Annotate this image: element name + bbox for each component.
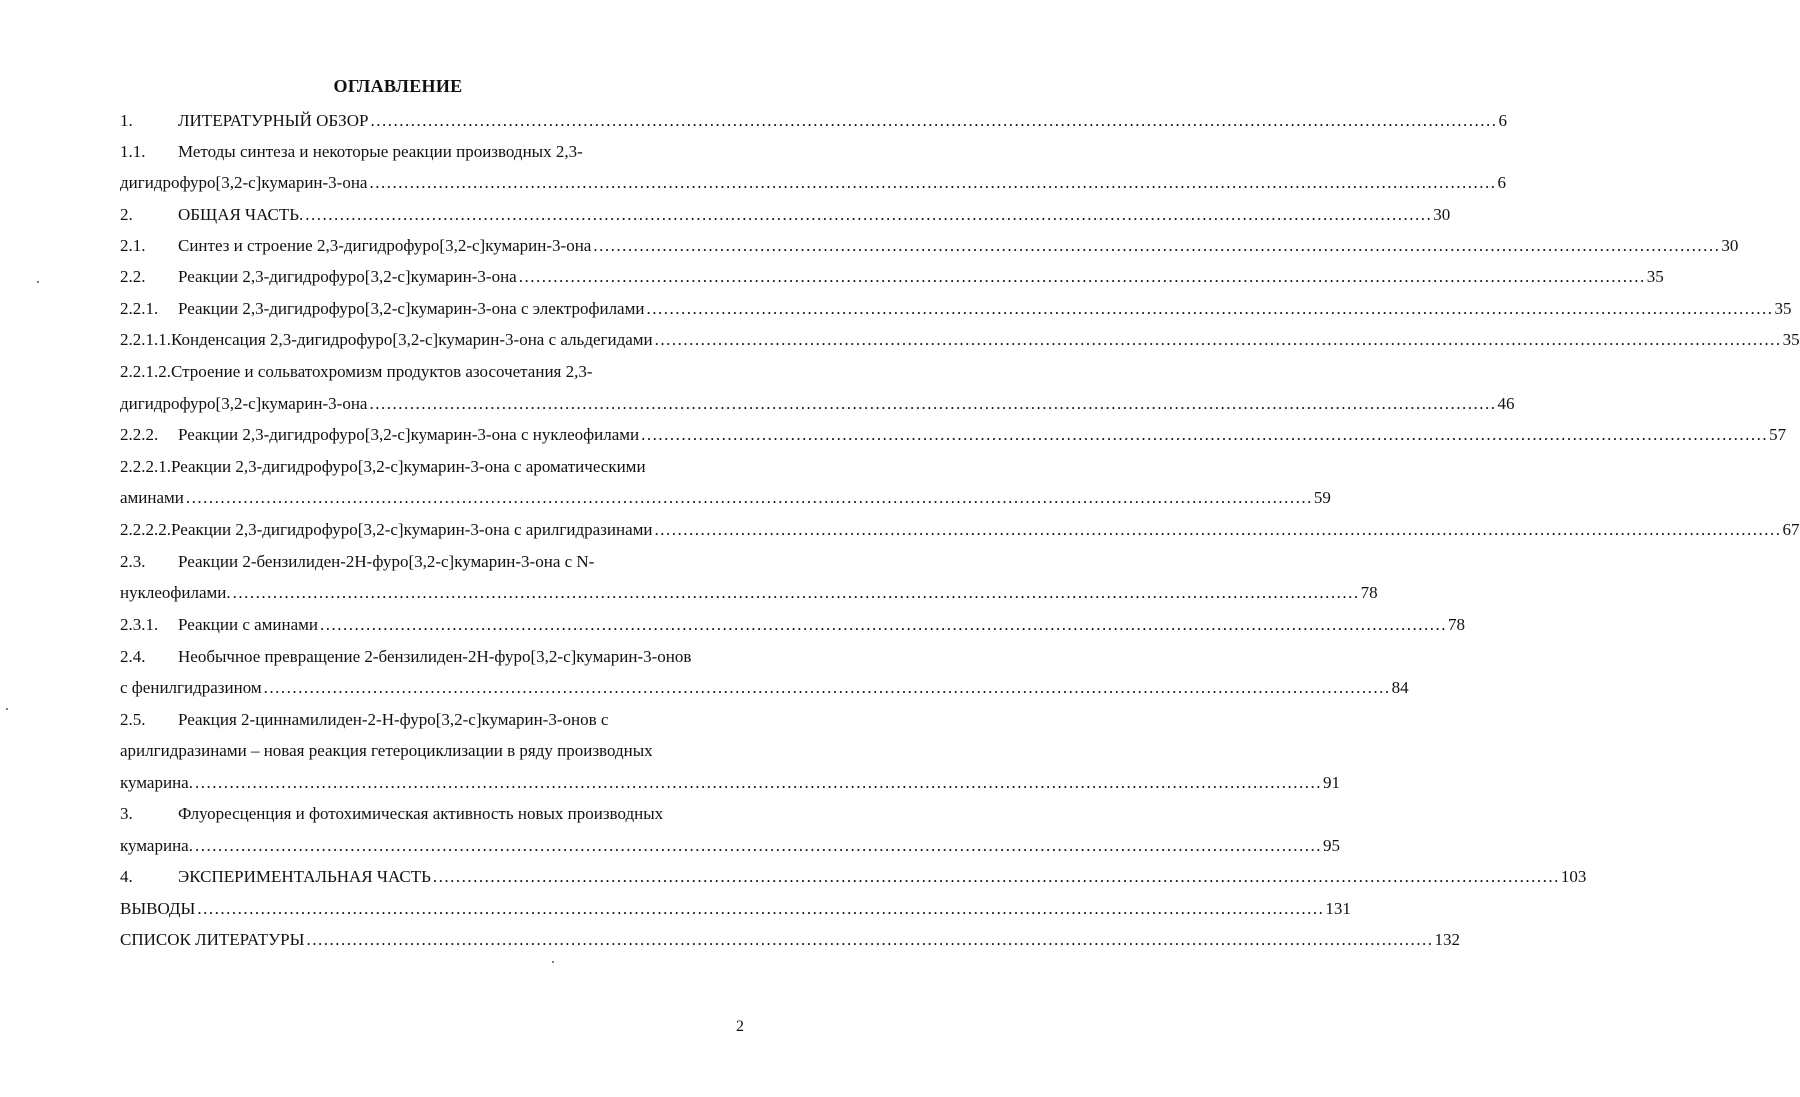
toc-text: ВЫВОДЫ bbox=[120, 899, 196, 918]
toc-page: 6 bbox=[1498, 111, 1507, 130]
toc-text: Методы синтеза и некоторые реакции производных 2,3- bbox=[178, 142, 583, 161]
toc-text: Синтез и строение 2,3-дигидрофуро[3,2-с]кумарин-3-она bbox=[178, 236, 592, 255]
dot-leader bbox=[433, 865, 1560, 889]
toc-text: дигидрофуро[3,2-с]кумарин-3-она bbox=[120, 173, 368, 192]
toc-text: Реакции 2,3-дигидрофуро[3,2-с]кумарин-3-она с ароматическими bbox=[171, 457, 646, 476]
toc-number: 2.2.2.1. bbox=[120, 457, 171, 476]
dot-leader bbox=[641, 423, 1768, 447]
toc-entry-continuation[interactable] bbox=[120, 739, 747, 763]
toc-entry[interactable] bbox=[120, 897, 1351, 921]
dot-leader bbox=[195, 834, 1322, 858]
dot-leader bbox=[233, 581, 1360, 605]
toc-number: 1.1. bbox=[120, 142, 146, 161]
toc-text: Реакции 2-бензилиден-2Н-фуро[3,2-с]кумарин-3-она с N- bbox=[178, 552, 595, 571]
toc-entry[interactable] bbox=[120, 265, 1664, 289]
toc-page: 78 bbox=[1448, 615, 1466, 634]
toc-page: 91 bbox=[1322, 773, 1340, 792]
dot-leader bbox=[195, 771, 1322, 795]
toc-text: Реакции с аминами bbox=[178, 615, 319, 634]
toc-text: ЛИТЕРАТУРНЫЙ ОБЗОР bbox=[178, 111, 369, 130]
toc-entry[interactable] bbox=[120, 928, 1460, 952]
dot-leader bbox=[306, 928, 1433, 952]
page-number: 2 bbox=[736, 1018, 744, 1035]
toc-page: 46 bbox=[1497, 394, 1515, 413]
toc-text: Конденсация 2,3-дигидрофуро[3,2-с]кумарин-3-она с альдегидами bbox=[171, 330, 653, 349]
toc-text: арилгидразинами – новая реакция гетероциклизации в ряду производных bbox=[120, 741, 653, 760]
toc-page: 35 bbox=[1646, 267, 1664, 286]
toc-page: 131 bbox=[1325, 899, 1351, 918]
toc-text: ЭКСПЕРИМЕНТАЛЬНАЯ ЧАСТЬ bbox=[178, 867, 431, 886]
toc-text: Флуоресценция и фотохимическая активность новых производных bbox=[178, 804, 664, 823]
toc-number: 2.2.1.2. bbox=[120, 362, 171, 381]
toc-number: 1. bbox=[120, 111, 133, 130]
toc-text: дигидрофуро[3,2-с]кумарин-3-она bbox=[120, 394, 368, 413]
toc-text: Реакции 2,3-дигидрофуро[3,2-с]кумарин-3-она bbox=[178, 267, 517, 286]
toc-entry[interactable] bbox=[120, 297, 1792, 321]
toc-page: 78 bbox=[1360, 583, 1378, 602]
toc-number: 2.2.2. bbox=[120, 425, 159, 444]
toc-number: 2. bbox=[120, 205, 133, 224]
toc-number: 4. bbox=[120, 867, 133, 886]
dot-leader bbox=[654, 518, 1781, 542]
toc-number: 2.2.1.1. bbox=[120, 330, 171, 349]
toc-entry-continuation[interactable] bbox=[120, 834, 1340, 858]
toc-text: Необычное превращение 2-бензилиден-2Н-фуро[3,2-с]кумарин-3-онов bbox=[178, 647, 692, 666]
toc-entry[interactable] bbox=[120, 109, 1507, 133]
toc-page: 84 bbox=[1391, 678, 1409, 697]
toc-text: кумарина. bbox=[120, 836, 193, 855]
toc-number: 2.5. bbox=[120, 710, 146, 729]
dot-leader bbox=[186, 486, 1313, 510]
scan-speck bbox=[552, 961, 554, 963]
dot-leader bbox=[264, 676, 1391, 700]
toc-entry[interactable] bbox=[120, 645, 747, 669]
toc-text: кумарина. bbox=[120, 773, 193, 792]
dot-leader bbox=[593, 234, 1720, 258]
toc-number: 2.3. bbox=[120, 552, 146, 571]
toc-entry[interactable] bbox=[120, 518, 1800, 542]
dot-leader bbox=[305, 203, 1432, 227]
toc-text: Реакция 2-циннамилиден-2-Н-фуро[3,2-с]кумарин-3-онов с bbox=[178, 710, 609, 729]
toc-page: 35 bbox=[1782, 330, 1800, 349]
scan-speck bbox=[37, 281, 39, 283]
toc-page: 57 bbox=[1769, 425, 1787, 444]
toc-number: 2.2.2.2. bbox=[120, 520, 171, 539]
toc-entry-continuation[interactable] bbox=[120, 581, 1378, 605]
toc-entry[interactable] bbox=[120, 360, 747, 384]
toc-number: 2.1. bbox=[120, 236, 146, 255]
dot-leader bbox=[369, 171, 1496, 195]
toc-page: 132 bbox=[1434, 930, 1460, 949]
dot-leader bbox=[369, 392, 1496, 416]
toc-text: Реакции 2,3-дигидрофуро[3,2-с]кумарин-3-она с нуклеофилами bbox=[178, 425, 640, 444]
toc-number: 2.3.1. bbox=[120, 615, 159, 634]
dot-leader bbox=[197, 897, 1324, 921]
toc-text: Реакции 2,3-дигидрофуро[3,2-с]кумарин-3-она с электрофилами bbox=[178, 299, 645, 318]
toc-entry[interactable] bbox=[120, 328, 1800, 352]
toc-page: 67 bbox=[1782, 520, 1800, 539]
toc-entry-continuation[interactable] bbox=[120, 171, 1506, 195]
toc-page: 103 bbox=[1560, 867, 1587, 886]
toc-entry[interactable] bbox=[120, 423, 1787, 447]
scan-speck bbox=[6, 708, 8, 710]
page-title: ОГЛАВЛЕНИЕ bbox=[333, 76, 463, 96]
dot-leader bbox=[320, 613, 1447, 637]
dot-leader bbox=[370, 109, 1497, 133]
toc-page: 95 bbox=[1322, 836, 1340, 855]
toc-text: аминами bbox=[120, 488, 184, 507]
toc-number: 2.2.1. bbox=[120, 299, 159, 318]
dot-leader bbox=[519, 265, 1646, 289]
toc-page: 35 bbox=[1774, 299, 1792, 318]
toc-entry[interactable] bbox=[120, 203, 1451, 227]
toc-page: 30 bbox=[1433, 205, 1451, 224]
toc-entry[interactable] bbox=[120, 708, 747, 732]
toc-entry-continuation[interactable] bbox=[120, 486, 1331, 510]
toc-entry[interactable] bbox=[120, 455, 747, 479]
dot-leader bbox=[655, 328, 1782, 352]
toc-text: с фенилгидразином bbox=[120, 678, 262, 697]
toc-entry[interactable] bbox=[120, 613, 1466, 637]
toc-text: СПИСОК ЛИТЕРАТУРЫ bbox=[120, 930, 305, 949]
toc-text: Реакции 2,3-дигидрофуро[3,2-с]кумарин-3-она с арилгидразинами bbox=[171, 520, 653, 539]
toc-page: 30 bbox=[1721, 236, 1739, 255]
toc-entry[interactable] bbox=[120, 234, 1739, 258]
toc-number: 3. bbox=[120, 804, 133, 823]
toc-text: ОБЩАЯ ЧАСТЬ. bbox=[178, 205, 304, 224]
toc-entry-continuation[interactable] bbox=[120, 771, 1340, 795]
toc-entry[interactable] bbox=[120, 550, 747, 574]
toc-page: 59 bbox=[1313, 488, 1331, 507]
toc-entry[interactable] bbox=[120, 140, 747, 164]
dot-leader bbox=[646, 297, 1773, 321]
toc-text: нуклеофилами. bbox=[120, 583, 231, 602]
toc-page: 6 bbox=[1497, 173, 1506, 192]
toc-entry[interactable] bbox=[120, 802, 747, 826]
toc-number: 2.2. bbox=[120, 267, 146, 286]
toc-entry[interactable] bbox=[120, 865, 1587, 889]
toc-entry-continuation[interactable] bbox=[120, 676, 1409, 700]
toc-number: 2.4. bbox=[120, 647, 146, 666]
toc-entry-continuation[interactable] bbox=[120, 392, 1515, 416]
toc-text: Строение и сольватохромизм продуктов азосочетания 2,3- bbox=[171, 362, 593, 381]
